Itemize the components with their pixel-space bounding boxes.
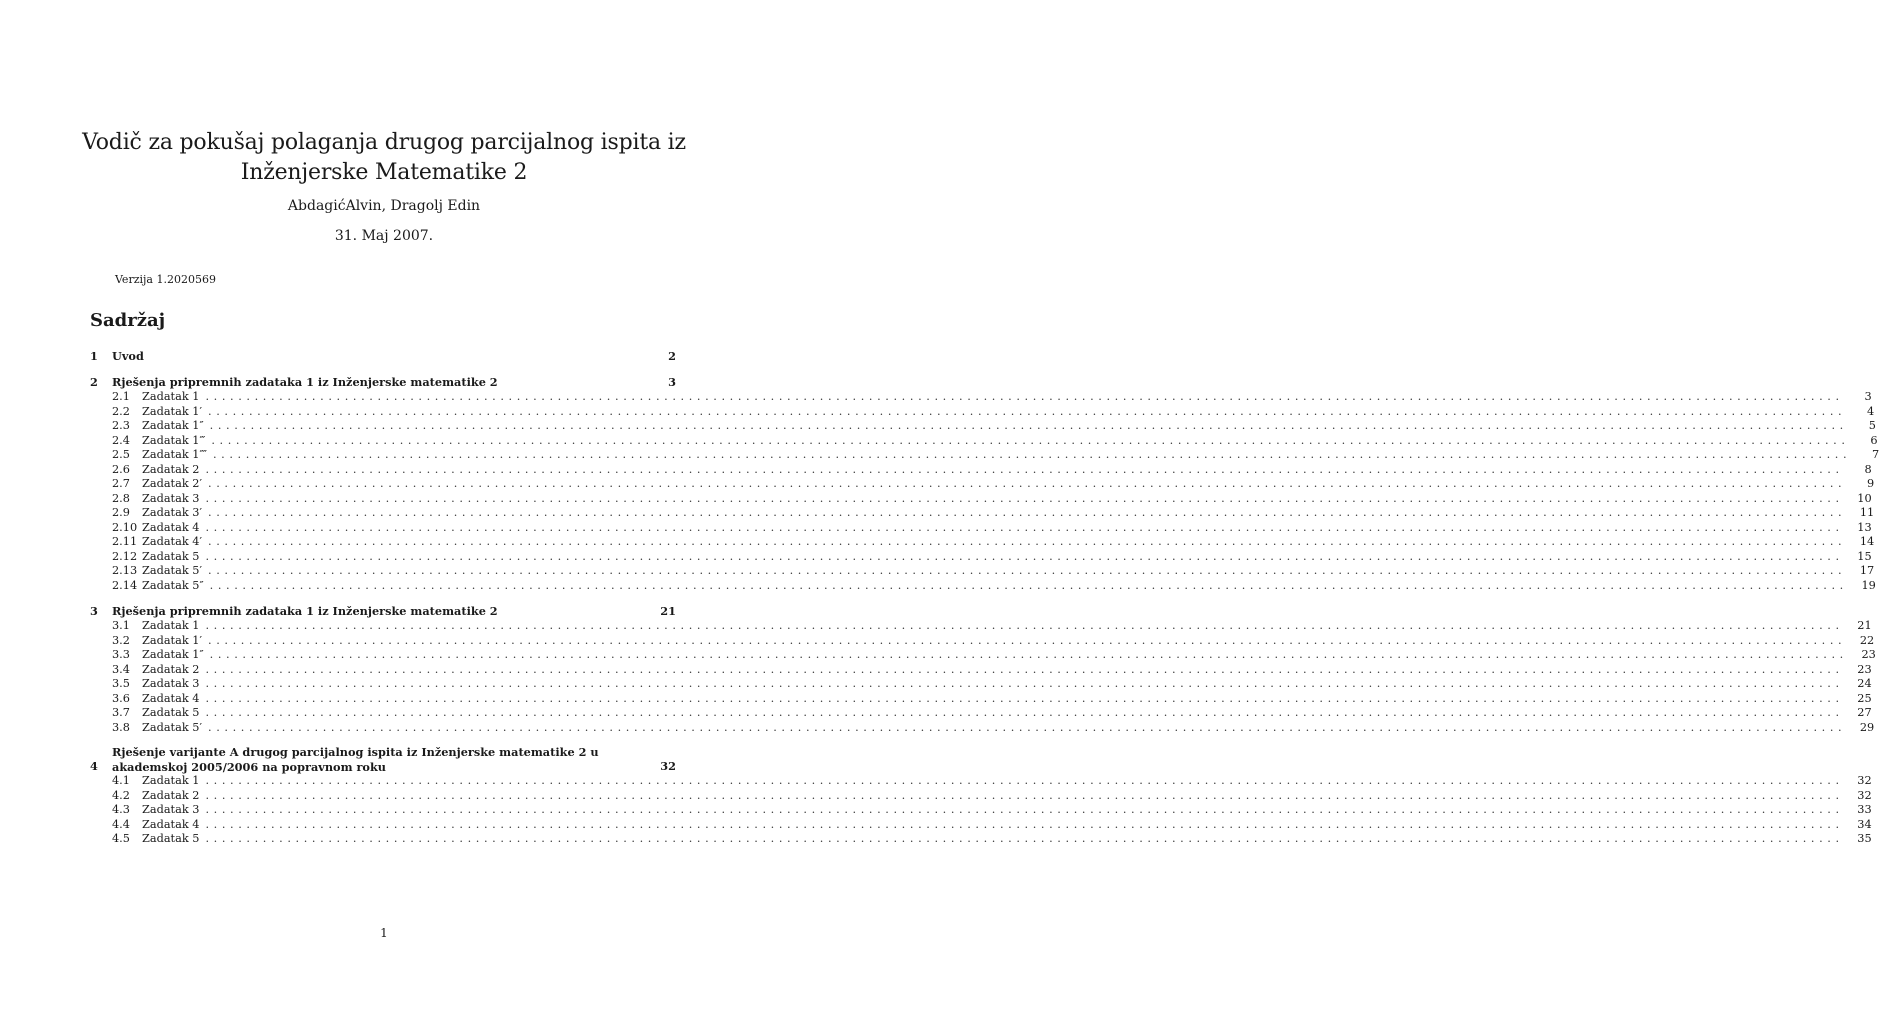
toc-subsection-title: Zadatak 5 <box>142 549 200 563</box>
toc-subsection-number: 2.7 <box>112 477 130 490</box>
toc-subsection-title: Zadatak 3 <box>142 803 200 816</box>
toc-subsection-page: 32 <box>1857 774 1872 787</box>
version-note: Verzija 1.2020569 <box>115 273 216 286</box>
toc-section-number: 4 <box>90 759 98 773</box>
toc-subsection-entry[interactable] <box>90 419 1876 434</box>
toc-subsection-page: 27 <box>1857 706 1872 719</box>
toc-subsection-number: 2.4 <box>112 433 130 447</box>
toc-subsection-number: 2.1 <box>112 390 130 403</box>
dot-leader: ........................................................................................................................................................................................................ <box>205 549 1844 563</box>
toc-subsection-page: 9 <box>1867 477 1875 490</box>
toc-subsection-entry[interactable] <box>90 648 1876 663</box>
toc-subsection-number: 2.11 <box>112 535 138 548</box>
toc-subsection-number: 4.5 <box>112 832 130 845</box>
toc-subsection-title: Zadatak 4 <box>142 817 200 831</box>
toc-subsection-entry[interactable] <box>90 788 1872 804</box>
toc-subsection-number: 3.5 <box>112 677 130 690</box>
toc-section-entry[interactable] <box>90 745 676 774</box>
table-of-contents <box>90 338 1879 847</box>
toc-subsection-title: Zadatak 1′ <box>142 633 203 647</box>
dot-leader: ........................................................................................................................................................................................................ <box>208 633 1847 647</box>
toc-subsection-entry[interactable] <box>90 691 1872 707</box>
toc-subsection-entry[interactable] <box>90 404 1875 420</box>
toc-subsection-title: Zadatak 1⁗ <box>142 448 207 461</box>
toc-subsection-page: 3 <box>1864 390 1872 403</box>
toc-heading: Sadržaj <box>90 310 166 331</box>
dot-leader: ........................................................................................................................................................................................................ <box>208 720 1847 734</box>
dot-leader: ........................................................................................................................................................................................................ <box>205 462 1844 476</box>
toc-subsection-page: 34 <box>1857 817 1872 831</box>
toc-subsection-title: Zadatak 5″ <box>142 578 204 592</box>
dot-leader: ........................................................................................................................................................................................................ <box>209 648 1848 661</box>
toc-section-title: Rješenja pripremnih zadataka 1 iz Inženjerske matematike 2 <box>112 604 498 618</box>
toc-section <box>90 374 1879 593</box>
toc-subsection-title: Zadatak 1 <box>142 619 200 632</box>
toc-subsection-number: 3.4 <box>112 662 130 676</box>
document-title <box>0 128 768 188</box>
toc-section-title: Rješenje varijante A drugog parcijalnog ispita iz Inženjerske matematike 2 u akademskoj 2005/2006 na popravnom roku <box>112 745 599 774</box>
toc-subsection-entry[interactable] <box>90 619 1872 634</box>
toc-subsection-page: 33 <box>1857 803 1872 816</box>
toc-subsection-page: 13 <box>1857 520 1872 534</box>
toc-subsection-title: Zadatak 5′ <box>142 720 203 734</box>
toc-subsection-entry[interactable] <box>90 633 1875 649</box>
toc-subsection-page: 21 <box>1857 619 1872 632</box>
toc-section-title: Rješenja pripremnih zadataka 1 iz Inženjerske matematike 2 <box>112 375 498 389</box>
toc-subsection-title: Zadatak 2 <box>142 462 200 476</box>
toc-subsection-number: 3.2 <box>112 633 130 647</box>
toc-subsection-number: 2.5 <box>112 448 130 461</box>
toc-subsection-title: Zadatak 3′ <box>142 506 203 519</box>
toc-subsection-entry[interactable] <box>90 578 1876 594</box>
toc-subsection-page: 35 <box>1857 832 1872 845</box>
toc-subsection-entry[interactable] <box>90 535 1875 550</box>
toc-subsection-number: 2.6 <box>112 462 130 476</box>
dot-leader: ........................................................................................................................................................................................................ <box>209 419 1848 432</box>
toc-subsection-entry[interactable] <box>90 706 1872 721</box>
toc-subsection-entry[interactable] <box>90 549 1872 565</box>
toc-section-entry[interactable] <box>90 603 676 619</box>
toc-subsection-number: 4.3 <box>112 803 130 816</box>
toc-subsection-entry[interactable] <box>90 477 1875 492</box>
toc-subsection-page: 23 <box>1857 662 1872 676</box>
dot-leader: ........................................................................................................................................................................................................ <box>205 520 1844 534</box>
toc-subsection-entry[interactable] <box>90 390 1872 405</box>
toc-subsection-page: 14 <box>1859 535 1875 548</box>
toc-subsection-title: Zadatak 1 <box>142 774 200 787</box>
toc-subsection-number: 3.1 <box>112 619 130 632</box>
toc-subsection-title: Zadatak 4 <box>142 520 200 534</box>
toc-section <box>90 745 1872 847</box>
dot-leader: ........................................................................................................................................................................................................ <box>205 619 1844 632</box>
toc-subsection-entry[interactable] <box>90 677 1872 692</box>
toc-subsection-page: 17 <box>1859 564 1875 577</box>
toc-subsection-page: 25 <box>1857 691 1872 705</box>
toc-section-title: Uvod <box>112 349 144 363</box>
toc-subsection-title: Zadatak 5 <box>142 832 200 845</box>
toc-subsection-title: Zadatak 2 <box>142 788 200 802</box>
toc-subsection-title: Zadatak 5 <box>142 706 200 719</box>
toc-subsection-entry[interactable] <box>90 462 1872 478</box>
toc-subsection-title: Zadatak 4 <box>142 691 200 705</box>
dot-leader: ........................................................................................................................................................................................................ <box>208 477 1847 490</box>
toc-subsection-entry[interactable] <box>90 774 1872 789</box>
toc-subsection-entry[interactable] <box>90 564 1875 579</box>
toc-subsection-page: 6 <box>1870 433 1878 447</box>
toc-section-number: 3 <box>90 604 98 618</box>
toc-subsection-number: 2.8 <box>112 491 130 505</box>
toc-subsection-number: 2.13 <box>112 564 138 577</box>
toc-subsection-number: 3.3 <box>112 648 130 661</box>
toc-subsection-entry[interactable] <box>90 433 1878 449</box>
dot-leader: ........................................................................................................................................................................................................ <box>208 506 1847 519</box>
dot-leader: ........................................................................................................................................................................................................ <box>205 491 1844 505</box>
title-line-1: Vodič za pokušaj polaganja drugog parcijalnog ispita iz <box>82 130 686 155</box>
toc-subsection-number: 4.1 <box>112 774 130 787</box>
dot-leader: ........................................................................................................................................................................................................ <box>205 706 1844 719</box>
toc-subsection-title: Zadatak 1″ <box>142 419 204 432</box>
toc-subsection-title: Zadatak 5′ <box>142 564 203 577</box>
toc-subsection-number: 2.12 <box>112 549 138 563</box>
toc-subsection-title: Zadatak 1″ <box>142 648 204 661</box>
toc-subsection-title: Zadatak 2′ <box>142 477 203 490</box>
toc-subsection-number: 3.6 <box>112 691 130 705</box>
dot-leader: ........................................................................................................................................................................................................ <box>205 832 1844 845</box>
toc-subsection-entry[interactable] <box>90 448 1879 463</box>
toc-section-number: 1 <box>90 349 98 363</box>
toc-subsection-title: Zadatak 1′ <box>142 404 203 418</box>
toc-subsection-entry[interactable] <box>90 832 1872 847</box>
toc-subsection-title: Zadatak 1‴ <box>142 433 206 447</box>
toc-subsection-title: Zadatak 4′ <box>142 535 203 548</box>
toc-section <box>90 603 1876 735</box>
toc-subsection-number: 2.10 <box>112 520 138 534</box>
toc-subsection-entry[interactable] <box>90 662 1872 678</box>
toc-subsection-title: Zadatak 3 <box>142 491 200 505</box>
toc-subsection-title: Zadatak 3 <box>142 677 200 690</box>
toc-subsection-page: 19 <box>1861 578 1876 592</box>
toc-subsection-number: 3.7 <box>112 706 130 719</box>
toc-subsection-title: Zadatak 2 <box>142 662 200 676</box>
toc-subsection-entry[interactable] <box>90 803 1872 818</box>
dot-leader: ........................................................................................................................................................................................................ <box>205 662 1844 676</box>
dot-leader: ........................................................................................................................................................................................................ <box>205 774 1844 787</box>
toc-subsection-page: 10 <box>1857 491 1872 505</box>
toc-section-number: 2 <box>90 375 98 389</box>
toc-subsection-entry[interactable] <box>90 506 1875 521</box>
toc-section-entry[interactable] <box>90 348 676 364</box>
toc-subsection-number: 2.9 <box>112 506 130 519</box>
toc-subsection-page: 24 <box>1857 677 1872 690</box>
toc-subsection-entry[interactable] <box>90 520 1872 536</box>
dot-leader: ........................................................................................................................................................................................................ <box>212 448 1852 461</box>
toc-subsection-entry[interactable] <box>90 491 1872 507</box>
dot-leader: ........................................................................................................................................................................................................ <box>205 817 1844 831</box>
toc-section-page: 3 <box>668 375 676 389</box>
toc-subsection-number: 2.14 <box>112 578 138 592</box>
dot-leader: ........................................................................................................................................................................................................ <box>205 677 1844 690</box>
dot-leader: ........................................................................................................................................................................................................ <box>205 390 1844 403</box>
toc-subsection-page: 5 <box>1868 419 1876 432</box>
toc-subsection-number: 4.2 <box>112 788 130 802</box>
toc-subsection-page: 15 <box>1857 549 1872 563</box>
dot-leader: ........................................................................................................................................................................................................ <box>205 691 1844 705</box>
toc-subsection-title: Zadatak 1 <box>142 390 200 403</box>
toc-subsection-page: 29 <box>1859 720 1875 734</box>
page-number: 1 <box>380 926 388 940</box>
dot-leader: ........................................................................................................................................................................................................ <box>209 578 1848 592</box>
toc-section-entry[interactable] <box>90 374 676 390</box>
toc-section-page: 2 <box>668 349 676 363</box>
date: 31. Maj 2007. <box>334 228 434 244</box>
dot-leader: ........................................................................................................................................................................................................ <box>205 788 1844 802</box>
toc-subsection-page: 11 <box>1859 506 1875 519</box>
dot-leader: ........................................................................................................................................................................................................ <box>205 803 1844 816</box>
toc-subsection-number: 2.2 <box>112 404 130 418</box>
authors: AbdagićAlvin, Dragolj Edin <box>287 198 481 214</box>
toc-subsection-page: 23 <box>1861 648 1876 661</box>
dot-leader: ........................................................................................................................................................................................................ <box>208 404 1847 418</box>
toc-subsection-page: 4 <box>1867 404 1875 418</box>
toc-subsection-number: 3.8 <box>112 720 130 734</box>
toc-subsection-number: 4.4 <box>112 817 130 831</box>
toc-subsection-page: 32 <box>1857 788 1872 802</box>
toc-subsection-entry[interactable] <box>90 720 1875 736</box>
toc-section <box>90 348 676 364</box>
toc-section-page: 21 <box>660 604 676 618</box>
toc-section-page: 32 <box>660 759 676 773</box>
dot-leader: ........................................................................................................................................................................................................ <box>208 564 1847 577</box>
toc-subsection-page: 8 <box>1864 462 1872 476</box>
title-line-2: Inženjerske Matematike 2 <box>240 160 528 185</box>
dot-leader: ........................................................................................................................................................................................................ <box>211 433 1850 447</box>
toc-subsection-number: 2.3 <box>112 419 130 432</box>
toc-subsection-page: 7 <box>1871 448 1879 461</box>
toc-subsection-entry[interactable] <box>90 817 1872 833</box>
toc-subsection-page: 22 <box>1859 633 1875 647</box>
dot-leader: ........................................................................................................................................................................................................ <box>208 535 1847 548</box>
